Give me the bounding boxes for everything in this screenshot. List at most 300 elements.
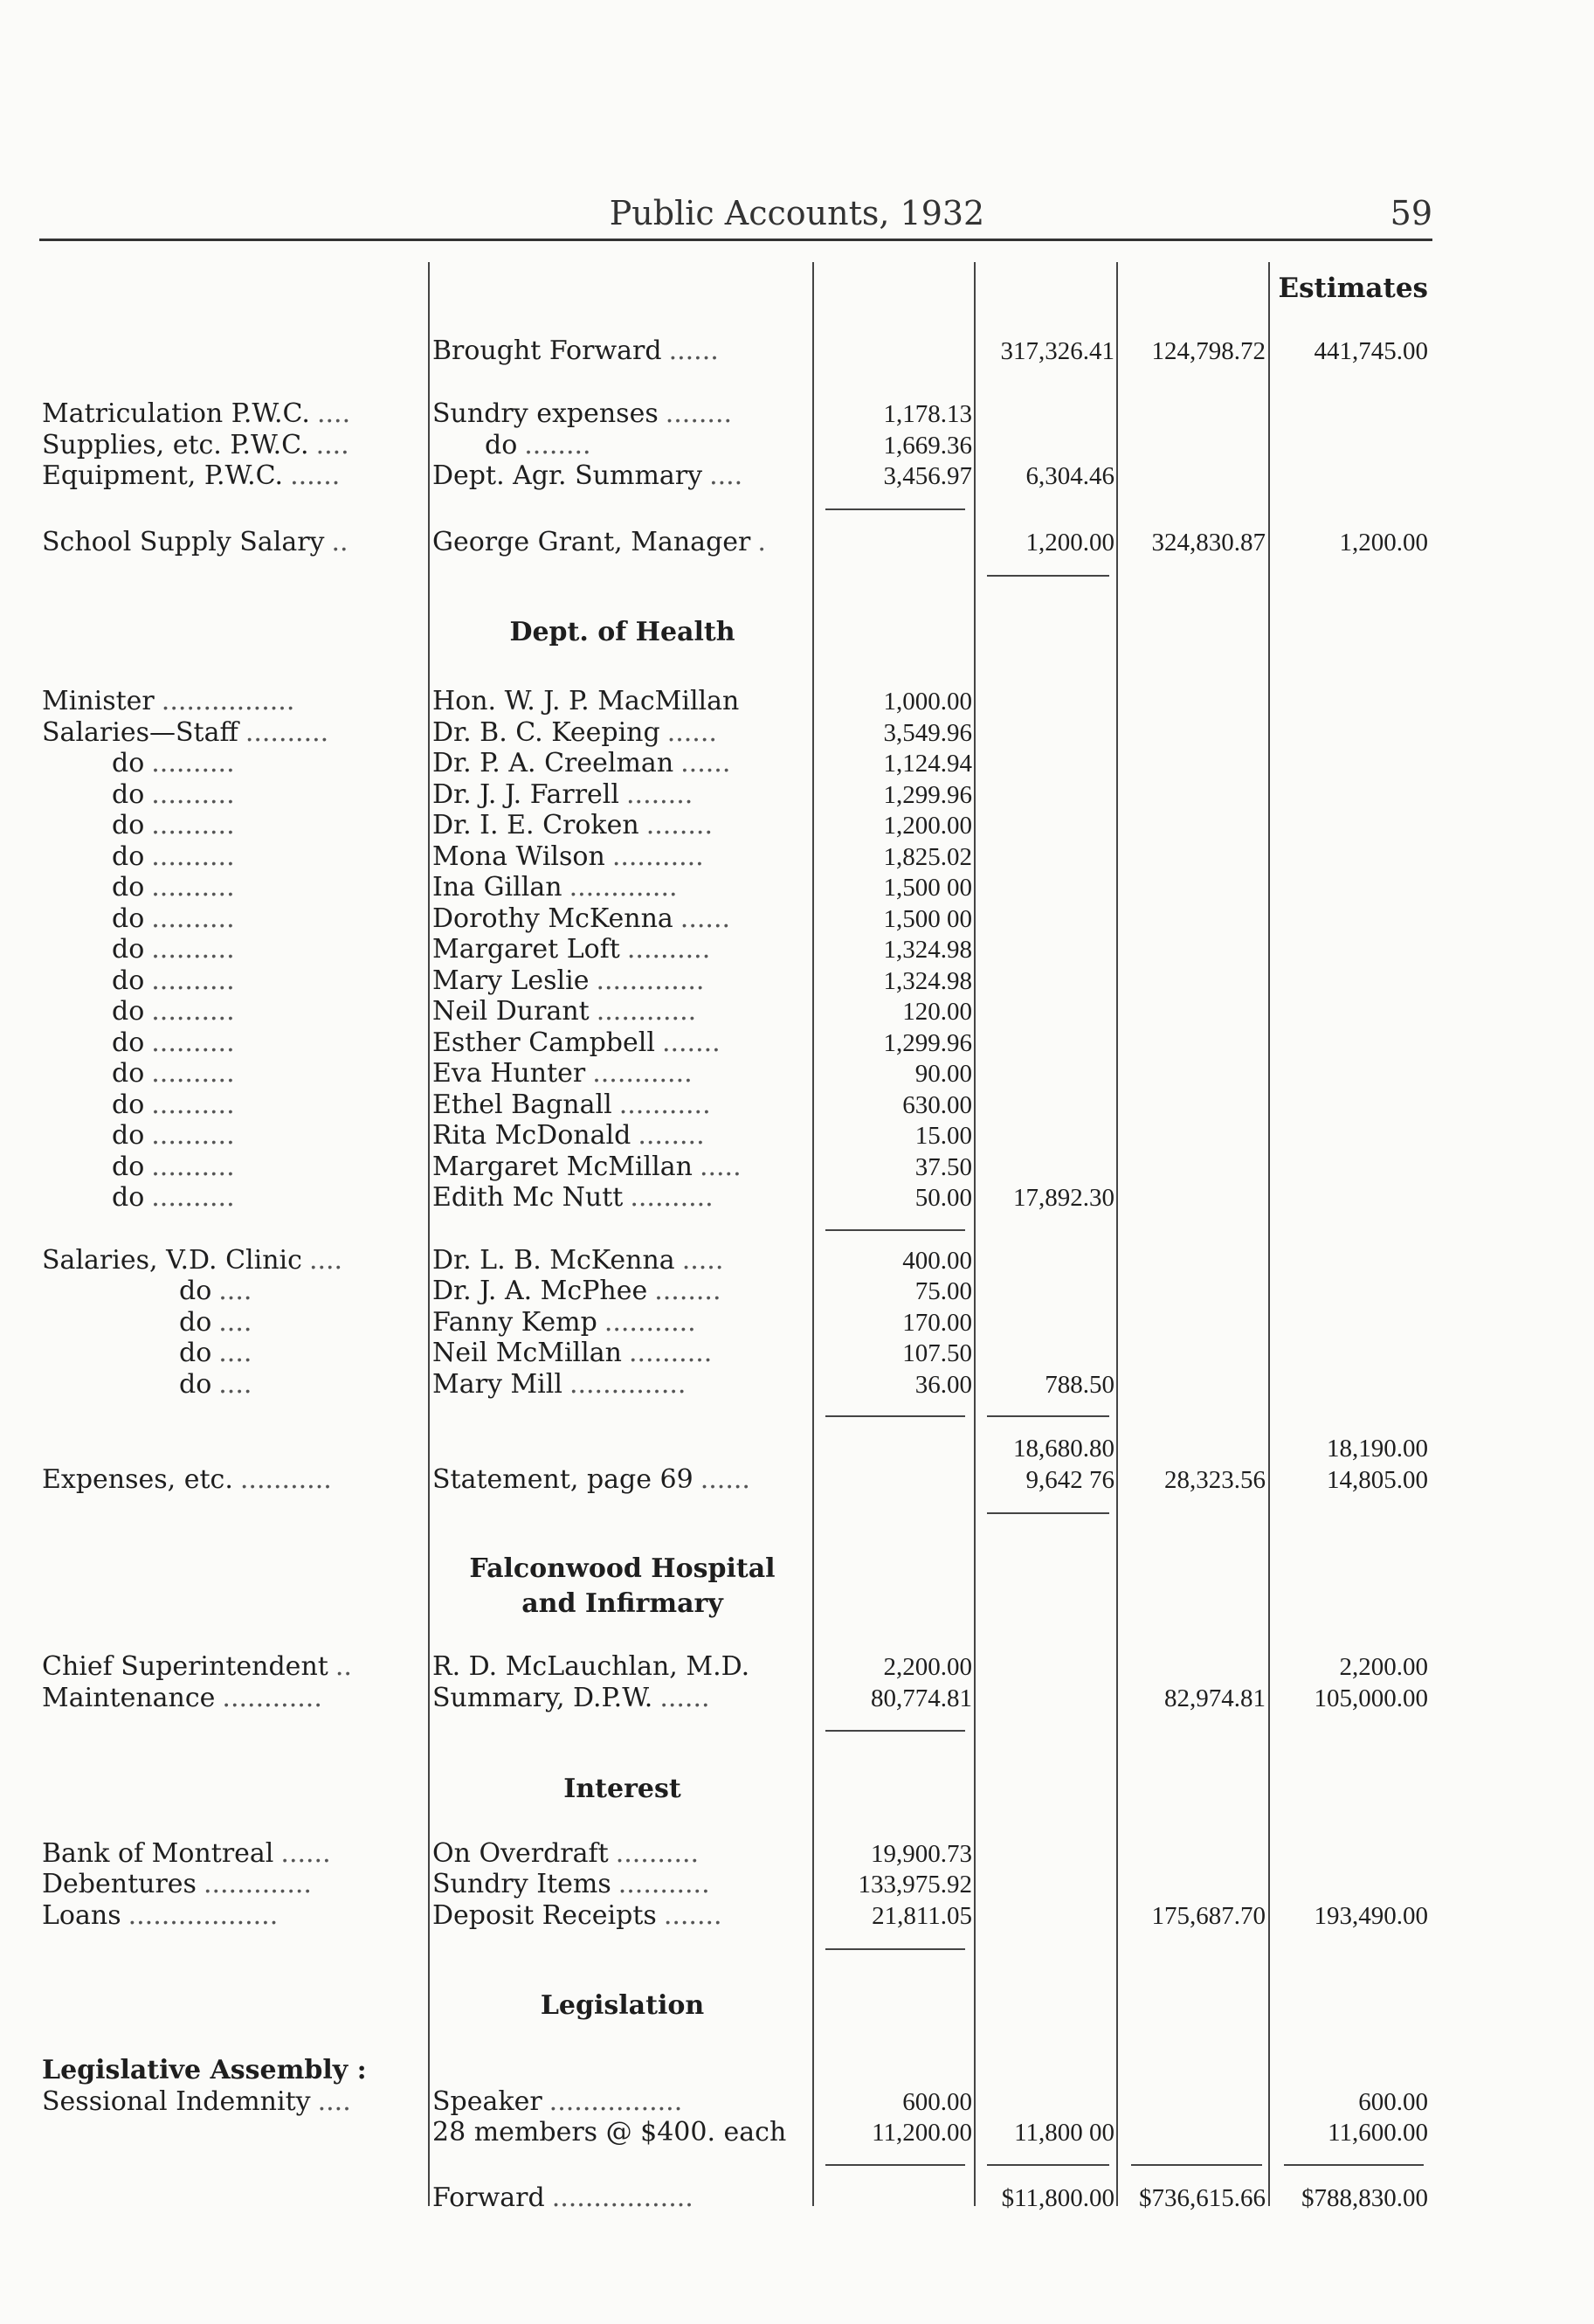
amount-value: 1,324.98 (883, 936, 972, 964)
payee-text: Ethel Bagnall (432, 1089, 612, 1120)
payee (432, 810, 812, 841)
subtotal-rule (825, 2164, 965, 2166)
leader-dots: .......... (626, 934, 711, 965)
leader-dots: ................ (549, 2086, 683, 2117)
table-row (0, 810, 1594, 841)
payee (432, 841, 812, 873)
payee (432, 1307, 812, 1338)
payee-text: Margaret Loft (432, 934, 620, 965)
item-description (112, 903, 426, 935)
leader-dots: .......... (245, 717, 329, 748)
item-description (42, 2055, 426, 2086)
subtotal-rule (987, 1512, 1109, 1514)
table-row (0, 527, 1594, 558)
leader-dots: .......... (628, 1338, 713, 1368)
leader-dots: .... (218, 1307, 252, 1338)
payee-text: Esther Campbell (432, 1027, 655, 1058)
estimate-value: 600.00 (1358, 2088, 1428, 2116)
table-row (0, 1307, 1594, 1338)
amount-value: 3,456.97 (883, 462, 972, 490)
payee (432, 398, 812, 430)
page-title: Public Accounts, 1932 (609, 194, 985, 232)
item-description-text: do (112, 779, 145, 810)
leader-dots: .............. (569, 1369, 687, 1400)
payee-text: George Grant, Manager (432, 527, 751, 557)
payee-text: Summary, D.P.W. (432, 1683, 653, 1713)
payee-text: Speaker (432, 2086, 542, 2117)
leader-dots: .... (218, 1338, 252, 1368)
estimate-value: 11,600.00 (1328, 2119, 1428, 2147)
leader-dots: ............. (569, 872, 678, 903)
payee-text: Ina Gillan (432, 872, 562, 903)
table-row (0, 2086, 1594, 2118)
leader-dots: ...... (280, 1838, 331, 1869)
payee (432, 996, 812, 1027)
payee-text: Neil McMillan (432, 1338, 622, 1368)
header-rule (39, 239, 1432, 241)
table-row (0, 1182, 1594, 1214)
leader-dots: .......... (151, 779, 235, 810)
payee (432, 1276, 812, 1307)
payee-text: Fanny Kemp (432, 1307, 597, 1338)
leader-dots: .......... (615, 1838, 700, 1869)
leader-dots: .......... (151, 903, 235, 934)
payee-text: Hon. W. J. P. MacMillan (432, 686, 740, 716)
amount-value: 21,811.05 (872, 1902, 972, 1930)
subtotal-value: 1,200.00 (1025, 529, 1114, 557)
leader-dots: .......... (151, 1182, 235, 1213)
item-description (112, 996, 426, 1027)
leader-dots: ...... (290, 460, 341, 491)
leader-dots: .......... (151, 872, 235, 903)
item-description-text: Supplies, etc. P.W.C. (42, 430, 309, 460)
subtotal-rule (825, 1730, 965, 1732)
table-row (0, 996, 1594, 1027)
item-description (42, 2086, 426, 2118)
payee (432, 1089, 812, 1121)
item-description (179, 1276, 426, 1307)
amount-value: 1,000.00 (883, 688, 972, 716)
table-row (0, 1338, 1594, 1369)
leader-dots: ...... (680, 903, 731, 934)
table-row (0, 430, 1594, 461)
estimate-value: 14,805.00 (1327, 1466, 1428, 1494)
payee-text: Sundry expenses (432, 398, 659, 429)
item-description (179, 1369, 426, 1401)
leader-dots: ........ (524, 430, 591, 460)
table-row (0, 965, 1594, 997)
table-row (0, 398, 1594, 430)
estimate-value: $788,830.00 (1301, 2184, 1428, 2212)
item-description-text: do (179, 1338, 212, 1368)
payee (432, 779, 812, 811)
item-description (42, 1464, 426, 1496)
item-description-text: do (112, 934, 145, 965)
table-row (0, 1120, 1594, 1152)
leader-dots: .......... (151, 1027, 235, 1058)
leader-dots: .... (218, 1276, 252, 1306)
payee-text: Dr. I. E. Croken (432, 810, 639, 840)
leader-dots: ........ (645, 810, 713, 840)
item-description-text: do (179, 1276, 212, 1306)
subtotal-rule (825, 1229, 965, 1231)
estimate-value: 18,190.00 (1327, 1435, 1428, 1463)
table-row (0, 2117, 1594, 2148)
payee (432, 872, 812, 903)
subtotal-rule (825, 1415, 965, 1417)
total-value: 175,687.70 (1151, 1902, 1266, 1930)
amount-value: 630.00 (902, 1091, 972, 1119)
total-value: $736,615.66 (1139, 2184, 1266, 2212)
payee (432, 1152, 812, 1183)
item-description-text: School Supply Salary (42, 527, 325, 557)
item-description (42, 398, 426, 430)
amount-value: 133,975.92 (858, 1871, 972, 1899)
table-row (0, 1900, 1594, 1932)
item-description-text: do (112, 1089, 145, 1120)
leader-dots: .......... (151, 965, 235, 996)
payee (432, 1120, 812, 1152)
table-row (0, 2182, 1594, 2214)
leader-dots: ..... (681, 1245, 724, 1276)
payee (432, 1869, 812, 1900)
payee-text: Neil Durant (432, 996, 590, 1027)
total-value: 28,323.56 (1164, 1466, 1266, 1494)
estimate-value: 2,200.00 (1339, 1653, 1428, 1681)
leader-dots: .......... (630, 1182, 714, 1213)
item-description-text: do (112, 903, 145, 934)
section-heading: Falconwood Hospital (469, 1553, 776, 1584)
subtotal-rule (987, 1415, 1109, 1417)
payee (432, 1838, 812, 1870)
amount-value: 11,200.00 (872, 2119, 972, 2147)
subtotal-value: 6,304.46 (1025, 462, 1114, 490)
item-description-text: do (112, 996, 145, 1027)
item-description (112, 872, 426, 903)
table-row (0, 1152, 1594, 1183)
table-row (0, 1027, 1594, 1059)
amount-value: 400.00 (902, 1247, 972, 1275)
item-description (112, 1182, 426, 1214)
leader-dots: ................. (551, 2182, 693, 2213)
item-description-text: Salaries, V.D. Clinic (42, 1245, 302, 1276)
leader-dots: ....... (661, 1027, 721, 1058)
subtotal-rule (825, 1948, 965, 1950)
payee (432, 1338, 812, 1369)
payee (432, 934, 812, 965)
table-row (0, 779, 1594, 811)
table-row (0, 1369, 1594, 1401)
leader-dots: ............ (596, 996, 697, 1027)
amount-value: 1,299.96 (883, 781, 972, 809)
item-description (42, 686, 426, 717)
table-row (0, 1838, 1594, 1870)
leader-dots: .......... (151, 1089, 235, 1120)
leader-dots: .................. (128, 1900, 279, 1931)
amount-value: 1,178.13 (883, 400, 972, 428)
amount-value: 170.00 (902, 1309, 972, 1337)
item-description (112, 934, 426, 965)
leader-dots: ........ (654, 1276, 721, 1306)
leader-dots: .... (218, 1369, 252, 1400)
item-description-text: Maintenance (42, 1683, 216, 1713)
payee-text: Dr. P. A. Creelman (432, 748, 674, 778)
leader-dots: ........... (618, 1869, 710, 1899)
item-description-text: do (112, 1058, 145, 1089)
leader-dots: .... (315, 430, 349, 460)
item-description (112, 1152, 426, 1183)
item-description-text: do (179, 1369, 212, 1400)
item-description-text: do (112, 1182, 145, 1213)
estimate-value: 1,200.00 (1339, 529, 1428, 557)
item-description (42, 1683, 426, 1714)
leader-dots: . (757, 527, 766, 557)
payee (432, 1464, 812, 1496)
item-description (42, 1651, 426, 1683)
item-description (179, 1338, 426, 1369)
leader-dots: .. (331, 527, 348, 557)
table-row (0, 1058, 1594, 1089)
payee (432, 1058, 812, 1089)
payee (432, 335, 812, 367)
leader-dots: ..... (699, 1152, 742, 1182)
table-row (0, 872, 1594, 903)
leader-dots: .......... (151, 1152, 235, 1182)
leader-dots: ............. (596, 965, 705, 996)
payee-text: Sundry Items (432, 1869, 611, 1899)
table-row (0, 1433, 1594, 1464)
total-value: 82,974.81 (1164, 1684, 1266, 1712)
payee (432, 717, 812, 749)
item-description-text: do (112, 1027, 145, 1058)
table-row (0, 1869, 1594, 1900)
payee (432, 2117, 812, 2148)
subtotal-value: $11,800.00 (1001, 2184, 1114, 2212)
amount-value: 37.50 (914, 1153, 972, 1181)
table-row (0, 686, 1594, 717)
item-description-text: Chief Superintendent (42, 1651, 328, 1682)
table-row (0, 335, 1594, 367)
amount-value: 19,900.73 (871, 1840, 972, 1868)
table-row (0, 1276, 1594, 1307)
table-row (0, 1089, 1594, 1121)
item-description (112, 841, 426, 873)
item-description-text: Matriculation P.W.C. (42, 398, 310, 429)
section-heading: Dept. of Health (509, 617, 735, 647)
payee (432, 1245, 812, 1276)
payee-text: Mary Leslie (432, 965, 590, 996)
item-description (42, 1900, 426, 1932)
table-row (0, 748, 1594, 779)
table-row (0, 1683, 1594, 1714)
amount-value: 90.00 (914, 1060, 972, 1088)
leader-dots: ............. (203, 1869, 312, 1899)
payee-text: Dr. L. B. McKenna (432, 1245, 675, 1276)
item-description (42, 1838, 426, 1870)
item-description-text: Legislative Assembly : (42, 2055, 367, 2085)
payee-text: R. D. McLauchlan, M.D. (432, 1651, 750, 1682)
payee-text: Margaret McMillan (432, 1152, 693, 1182)
amount-value: 80,774.81 (871, 1684, 972, 1712)
leader-dots: ....... (663, 1900, 722, 1931)
payee (432, 1369, 812, 1401)
table-row (0, 1651, 1594, 1683)
section-heading: and Infirmary (521, 1588, 723, 1619)
leader-dots: .......... (151, 996, 235, 1027)
leader-dots: ...... (668, 335, 719, 366)
leader-dots: .......... (151, 810, 235, 840)
table-row (0, 903, 1594, 935)
item-description-text: do (112, 841, 145, 872)
payee (432, 1683, 812, 1714)
payee-text: Mona Wilson (432, 841, 605, 872)
payee-text: Rita McDonald (432, 1120, 631, 1151)
payee-text: On Overdraft (432, 1838, 609, 1869)
page-number: 59 (1390, 194, 1432, 232)
estimate-value: 105,000.00 (1314, 1684, 1428, 1712)
item-description-text: do (179, 1307, 212, 1338)
item-description-text: Equipment, P.W.C. (42, 460, 284, 491)
table-row (0, 460, 1594, 492)
total-value: 324,830.87 (1151, 529, 1266, 557)
payee-text: Eva Hunter (432, 1058, 586, 1089)
item-description (112, 748, 426, 779)
item-description-text: Sessional Indemnity (42, 2086, 311, 2117)
leader-dots: .......... (151, 748, 235, 778)
subtotal-value: 17,892.30 (1013, 1184, 1114, 1212)
item-description-text: do (112, 1152, 145, 1182)
item-description (112, 1120, 426, 1152)
item-description-text: Minister (42, 686, 155, 716)
amount-value: 1,500 00 (883, 905, 972, 933)
item-description (42, 717, 426, 749)
item-description (42, 527, 426, 558)
amount-value: 75.00 (914, 1277, 972, 1305)
item-description (42, 460, 426, 492)
leader-dots: ............ (222, 1683, 322, 1713)
item-description-text: do (112, 965, 145, 996)
amount-value: 15.00 (914, 1122, 972, 1150)
amount-value: 600.00 (902, 2088, 972, 2116)
payee-text: Forward (432, 2182, 545, 2213)
item-description (112, 1027, 426, 1059)
payee-text: Dr. J. A. McPhee (432, 1276, 648, 1306)
payee-text: Dr. J. J. Farrell (432, 779, 619, 810)
amount-value: 2,200.00 (883, 1653, 972, 1681)
payee-text: do (485, 430, 518, 460)
payee (432, 2182, 812, 2214)
section-heading: Interest (563, 1774, 681, 1804)
payee-text: Brought Forward (432, 335, 662, 366)
leader-dots: ...... (659, 1683, 710, 1713)
amount-value: 1,669.36 (883, 432, 972, 460)
total-value: 124,798.72 (1151, 337, 1266, 365)
amount-value: 36.00 (914, 1371, 972, 1399)
item-description-text: Salaries—Staff (42, 717, 238, 748)
leader-dots: .......... (151, 841, 235, 872)
leader-dots: ...... (700, 1464, 750, 1495)
item-description (42, 430, 426, 461)
payee-text: Dorothy McKenna (432, 903, 673, 934)
payee-text: Mary Mill (432, 1369, 562, 1400)
payee-text: Deposit Receipts (432, 1900, 657, 1931)
payee-text: Dr. B. C. Keeping (432, 717, 660, 748)
leader-dots: ................ (161, 686, 295, 716)
amount-value: 1,500 00 (883, 874, 972, 902)
estimate-value: 441,745.00 (1314, 337, 1428, 365)
item-description (112, 1058, 426, 1089)
subtotal-value: 788.50 (1045, 1371, 1114, 1399)
payee (432, 1651, 812, 1683)
item-description-text: Debentures (42, 1869, 197, 1899)
item-description-text: do (112, 872, 145, 903)
payee (432, 686, 812, 717)
estimate-value: 193,490.00 (1314, 1902, 1428, 1930)
payee (432, 903, 812, 935)
item-description (112, 810, 426, 841)
item-description-text: do (112, 748, 145, 778)
subtotal-rule (1284, 2164, 1424, 2166)
item-description (112, 779, 426, 811)
item-description (179, 1307, 426, 1338)
amount-value: 3,549.96 (883, 719, 972, 747)
item-description-text: Loans (42, 1900, 121, 1931)
payee (432, 527, 812, 558)
leader-dots: ........... (611, 841, 704, 872)
item-description (42, 1869, 426, 1900)
item-description-text: Expenses, etc. (42, 1464, 233, 1495)
leader-dots: .... (317, 2086, 351, 2117)
leader-dots: ............ (592, 1058, 693, 1089)
table-row (0, 934, 1594, 965)
amount-value: 1,825.02 (883, 843, 972, 871)
subtotal-value: 317,326.41 (1000, 337, 1114, 365)
leader-dots: .. (335, 1651, 352, 1682)
payee (432, 1027, 812, 1059)
payee-text: 28 members @ $400. each (432, 2117, 787, 2148)
leader-dots: .......... (151, 1058, 235, 1089)
table-row (0, 1464, 1594, 1496)
item-description-text: Bank of Montreal (42, 1838, 274, 1869)
payee (432, 2086, 812, 2118)
leader-dots: .......... (151, 1120, 235, 1151)
table-row (0, 2055, 1594, 2086)
subtotal-value: 11,800 00 (1014, 2119, 1114, 2147)
subtotal-rule (825, 508, 965, 510)
leader-dots: ........ (665, 398, 733, 429)
leader-dots: ...... (666, 717, 717, 748)
payee-text: Dept. Agr. Summary (432, 460, 703, 491)
table-row (0, 841, 1594, 873)
payee-text: Statement, page 69 (432, 1464, 693, 1495)
leader-dots: .... (308, 1245, 343, 1276)
leader-dots: .... (316, 398, 351, 429)
amount-value: 1,299.96 (883, 1029, 972, 1057)
subtotal-rule (987, 2164, 1109, 2166)
amount-value: 1,324.98 (883, 967, 972, 995)
table-row (0, 1245, 1594, 1276)
leader-dots: ........... (604, 1307, 696, 1338)
payee-text: Edith Mc Nutt (432, 1182, 624, 1213)
payee (485, 430, 865, 461)
item-description (42, 1245, 426, 1276)
subtotal-rule (1131, 2164, 1262, 2166)
item-description (112, 1089, 426, 1121)
amount-value: 1,124.94 (883, 750, 972, 778)
payee (432, 460, 812, 492)
subtotal-value: 18,680.80 (1013, 1435, 1114, 1463)
amount-value: 50.00 (914, 1184, 972, 1212)
